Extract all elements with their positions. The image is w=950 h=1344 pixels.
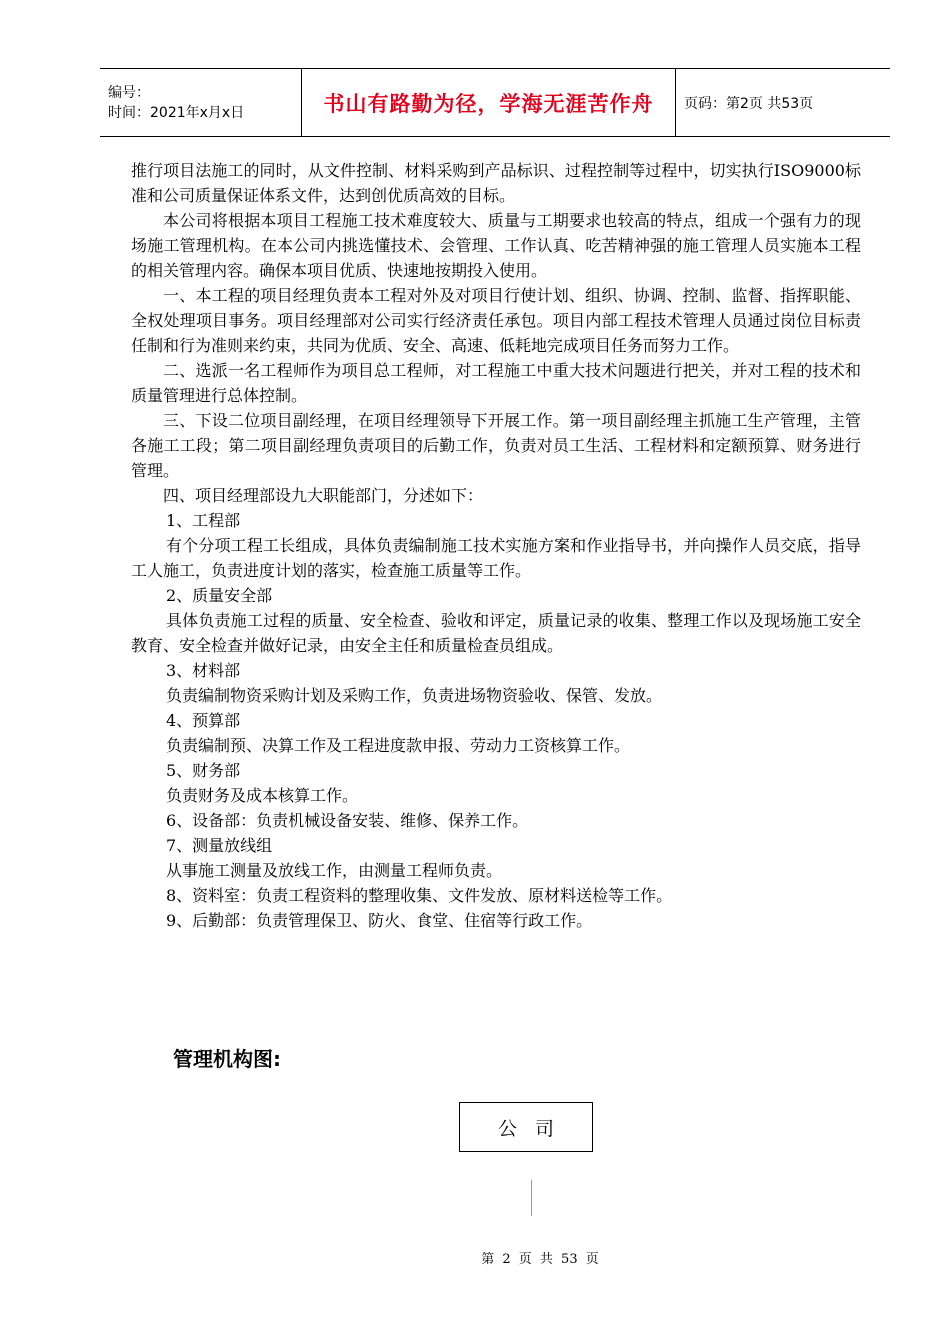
department-heading: 9、后勤部：负责管理保卫、防火、食堂、住宿等行政工作。 [166,911,593,930]
header-meta [100,69,302,136]
department-heading: 3、材料部 [166,661,241,680]
department-description: 负责编制物资采购计划及采购工作，负责进场物资验收、保管、发放。 [166,686,663,705]
org-chart-title: 管理机构图: [173,1047,281,1071]
document-number-label: 编号： [108,84,150,101]
header-page-info: 页码：第2页 共53页 [684,95,814,112]
paragraph: 一、本工程的项目经理负责本工程对外及对项目行使计划、组织、协调、控制、监督、指挥职能、全权处理项目事务。项目经理部对公司实行经济责任承包。项目内部工程技术管理人员通过岗位目标责任制和行为准则来约束，共同为优质、安全、高速、低耗地完成项目任务而努力工作。 [131,286,861,355]
paragraph: 本公司将根据本项目工程施工技术难度较大、质量与工期要求也较高的特点，组成一个强有力的现场施工管理机构。在本公司内挑选懂技术、会管理、工作认真、吃苦精神强的施工管理人员实施本工程的相关管理内容。确保本项目优质、快速地按期投入使用。 [131,211,861,280]
department-description: 具体负责施工过程的质量、安全检查、验收和评定，质量记录的收集、整理工作以及现场施工安全教育、安全检查并做好记录，由安全主任和质量检查员组成。 [131,611,861,655]
department-heading: 2、质量安全部 [166,586,273,605]
document-date: 时间：2021年x月x日 [108,104,245,121]
org-chart-connector [531,1180,532,1216]
header-motto: 书山有路勤为径，学海无涯苦作舟 [323,91,654,116]
department-heading: 6、设备部：负责机械设备安装、维修、保养工作。 [166,811,529,830]
department-description: 有个分项工程工长组成，具体负责编制施工技术实施方案和作业指导书，并向操作人员交底，指导工人施工，负责进度计划的落实，检查施工质量等工作。 [131,536,861,580]
department-description: 负责财务及成本核算工作。 [166,786,359,805]
document-body [131,158,861,933]
department-heading: 5、财务部 [166,761,241,780]
paragraph: 推行项目法施工的同时，从文件控制、材料采购到产品标识、过程控制等过程中，切实执行ISO9000标准和公司质量保证体系文件，达到创优质高效的目标。 [131,161,861,205]
department-heading: 1、工程部 [166,511,241,530]
document-header [100,68,890,137]
org-chart-root-box: 公司 [459,1102,593,1152]
header-page-cell [676,69,890,136]
department-heading: 4、预算部 [166,711,241,730]
page-footer: 第 2 页 共 53 页 [481,1252,599,1267]
department-description: 从事施工测量及放线工作，由测量工程师负责。 [166,861,503,880]
paragraph: 三、下设二位项目副经理，在项目经理领导下开展工作。第一项目副经理主抓施工生产管理，主管各施工工段；第二项目副经理负责项目的后勤工作，负责对员工生活、工程材料和定额预算、财务进行管理。 [131,411,861,480]
department-heading: 8、资料室：负责工程资料的整理收集、文件发放、原材料送检等工作。 [166,886,673,905]
department-heading: 7、测量放线组 [166,836,273,855]
department-description: 负责编制预、决算工作及工程进度款申报、劳动力工资核算工作。 [166,736,631,755]
header-motto-cell [302,69,676,136]
paragraph: 二、选派一名工程师作为项目总工程师，对工程施工中重大技术问题进行把关，并对工程的技术和质量管理进行总体控制。 [131,361,861,405]
paragraph: 四、项目经理部设九大职能部门，分述如下： [163,486,484,505]
